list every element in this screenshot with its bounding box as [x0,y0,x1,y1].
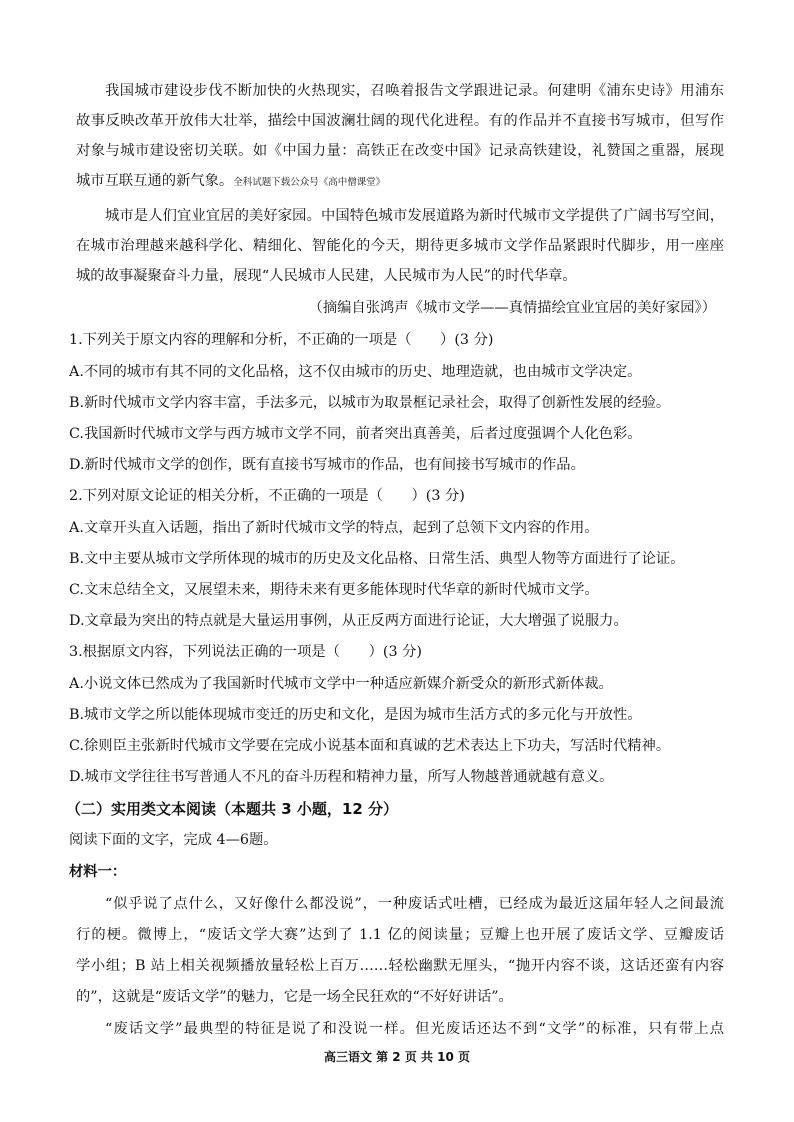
question-option: D.新时代城市文学的创作，既有直接书写城市的作品，也有间接书写城市的作品。 [69,457,585,473]
section-instruction: 阅读下面的文字，完成 4—6题。 [69,832,278,848]
question-option: C.我国新时代城市文学与西方城市文学不同，前者突出真善美，后者过度强调个人化色彩。 [69,426,642,442]
page-footer: 高三语文 第 2 页 共 10 页 [323,1050,471,1064]
material-label: 材料一： [69,864,127,880]
passage-line: “似乎说了点什么，又好像什么都没说”，一种废话式吐槽，已经成为最近这届年轻人之间最流 [105,896,724,912]
passage-line [76,171,724,193]
question-option: A.不同的城市有其不同的文化品格，这不仅由城市的历史、地理造就，也由城市文学决定。 [69,364,642,380]
question-option: B.城市文学之所以能体现城市变迁的历史和文化，是因为城市生活方式的多元化与开放性。 [69,707,642,723]
source-citation: （摘编自张鸿声《城市文学——真情描绘宜业宜居的美好家园》） [308,300,716,316]
passage-line: 行的梗。微博上，“废话文学大赛”达到了 1.1 亿的阅读量；豆瓣上也开展了废话文学、豆瓣废话 [76,927,724,943]
question-option: C.文末总结全文，又展望未来，期待未来有更多能体现时代华章的新时代城市文学。 [69,582,599,598]
passage-line: 城的故事凝聚奋斗力量，展现“人民城市人民建，人民城市为人民”的时代华章。 [76,268,577,284]
passage-line: “废话文学”最典型的特征是说了和没说一样。但光废话还达不到“文学”的标准，只有带上点 [105,1021,724,1037]
passage-text: 城市互联互通的新气象。 [76,173,234,189]
passage-line: 城市是人们宜业宜居的美好家园。中国特色城市发展道路为新时代城市文学提供了广阔书写空间， [105,208,724,224]
question-option: B.文中主要从城市文学所体现的城市的历史及文化品格、日常生活、典型人物等方面进行了论证。 [69,551,685,567]
passage-line: 故事反映改革开放伟大壮举，描绘中国波澜壮阔的现代化进程。有的作品并不直接书写城市，但写作 [76,113,724,129]
question-stem: 1.下列关于原文内容的理解和分析，不正确的一项是（ ）(3 分) [69,332,494,348]
passage-line: 对象与城市建设密切关联。如《中国力量：高铁正在改变中国》记录高铁建设，礼赞国之重器，展现 [76,143,724,159]
question-option: B.新时代城市文学内容丰富，手法多元，以城市为取景框记录社会，取得了创新性发展的经验。 [69,395,671,411]
passage-line: 学小组；B 站上相关视频播放量轻松上百万……轻松幽默无厘头，“抛开内容不谈，这话还蛮有内容 [76,958,724,974]
passage-line: 我国城市建设步伐不断加快的火热现实，召唤着报告文学跟进记录。何建明《浦东史诗》用浦东 [105,83,724,99]
question-option: C.徐则臣主张新时代城市文学要在完成小说基本面和真诚的艺术表达上下功夫，写活时代精神。 [69,738,671,754]
passage-line: 的”，这就是“废话文学”的魅力，它是一场全民狂欢的“不好好讲话”。 [76,989,513,1005]
question-option: D.文章最为突出的特点就是大量运用事例，从正反两方面进行论证，大大增强了说服力。 [69,613,628,629]
question-option: A.文章开头直入话题，指出了新时代城市文学的特点，起到了总领下文内容的作用。 [69,520,599,536]
question-stem: 2.下列对原文论证的相关分析，不正确的一项是（ ）(3 分) [69,488,465,504]
section-heading: （二）实用类文本阅读（本题共 3 小题，12 分） [66,800,398,818]
passage-line: 在城市治理越来越科学化、精细化、智能化的今天，期待更多城市文学作品紧跟时代脚步，用一座座 [76,238,724,254]
question-option: A.小说文体已然成为了我国新时代城市文学中一种适应新媒介新受众的新形式新体裁。 [69,676,613,692]
watermark-text: 全科试题下载公众号《高中僧课堂》 [233,177,386,188]
question-option: D.城市文学往往书写普通人不凡的奋斗历程和精神力量，所写人物越普通就越有意义。 [69,769,614,785]
question-stem: 3.根据原文内容，下列说法正确的一项是（ ）(3 分) [69,644,422,660]
